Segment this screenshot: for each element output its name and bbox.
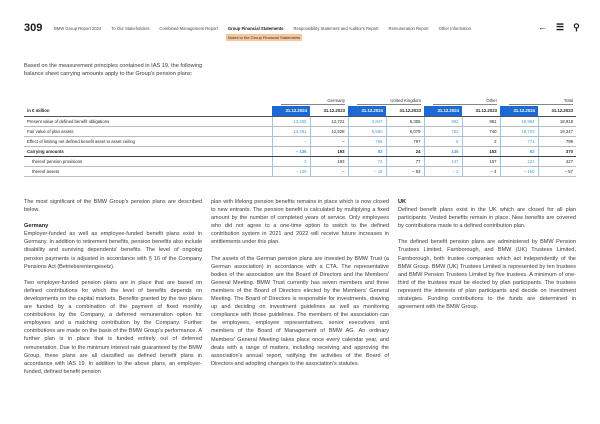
page-number: 309 <box>24 22 43 34</box>
table-row: thereof pension provisions 3 193 72 77 147 157 222 427 <box>24 156 576 166</box>
paragraph: The defined benefit pension plans are administered by BMW Pension Trustees Limited, Farnborough, and BMW (UK) Trustees Limited, Farnborough, both trustee companies which act independently of the BMW Group. BMW (UK) Trustees Limited is represented by ten trustees and BMW Pension Trustees Limited by five trustees. A minimum of one-third of the trustees must be elected by plan participants. The trustees represent the interests of plan participants and decide on investment strategies. Funding contributions to the funds are determined in agreement with the BMW Group. <box>398 239 576 311</box>
date-header: 31.12.2023 <box>462 106 500 116</box>
nav-stakeholders[interactable]: To Our Stakeholders <box>111 26 150 31</box>
nav-responsibility[interactable]: Responsibility Statement and Auditor's Report <box>293 26 379 31</box>
table-row: thereof assets – 139 – – 19 – 53 – 2 – 4 – 160 – 57 <box>24 166 576 176</box>
text-column-1 <box>24 198 202 384</box>
paragraph: Two employer-funded pension plans are in place that are based on defined contributions for which the level of benefits depends on developments on the capital markets. Benefits granted by the two plans are funded by a combination of the payment of fixed monthly contributions by the Company, a deferred remuneration option for employees and a matching contribution by the Company. Further contributions are made on the basis of the BMW Group's performance. A further plan is in place that is funded entirely out of deferred remuneration. Due to the minimum interest rate guaranteed by the BMW Group, these plans are all classified as defined benefit plans in accordance with IAS 19. In addition to the above plans, an employer-funded, defined benefit pension <box>24 279 202 375</box>
date-header: 31.12.2024 <box>348 106 386 116</box>
paragraph: Defined benefit plans exist in the UK which are closed for all plan participants. Vested benefits remain in place. New benefits are covered by contributions made to a defined contribution plan. <box>398 207 576 230</box>
group-other: Other <box>433 98 497 105</box>
search-icon[interactable]: ⚲ <box>573 22 580 32</box>
date-header: 31.12.2023 <box>310 106 348 116</box>
date-header: 31.12.2023 <box>386 106 424 116</box>
group-germany: Germany <box>281 98 345 105</box>
paragraph: The assets of the German pension plans are invested by BMW Trust (a German association) in accordance with a CTA. The representative bodies of the association are the Board of Directors and the Members' General Meeting. BMW Trust currently has seven members and three members of the Board of Directors elected by the Members' General Meeting. The Board of Directors is responsible for investments, drawing up and deciding on investment guidelines as well as monitoring compliance with those guidelines. The members of the association can be employees, employee representatives, senior executives and members of the Board of Management of BMW AG. An ordinary Members' General Meeting takes place once every calendar year, and deals with a range of matters, including receiving and approving the association's annual report, ratifying the activities of the Board of Directors and adopting changes to the association's statutes. <box>211 255 389 367</box>
table-row: Fair value of plan assets 13,391 12,528 5,560 6,079 752 740 19,703 19,347 <box>24 126 576 136</box>
nav-other-info[interactable]: Other Information <box>438 26 472 31</box>
main-nav <box>54 26 471 31</box>
section-heading-germany: Germany <box>24 223 49 230</box>
pension-table <box>24 96 576 177</box>
paragraph: The most significant of the BMW Group's pension plans are described below. <box>24 199 202 214</box>
back-arrow-icon[interactable]: ← <box>538 22 547 32</box>
unit-label: in € million <box>24 106 272 116</box>
nav-management-report[interactable]: Combined Management Report <box>159 26 218 31</box>
paragraph: plan with lifelong pension benefits remains in place which is now closed to new entrants. The pension benefit is calculated by multiplying a fixed amount by the number of completed years of service. Only employees who did not agree to a one-time option to switch to the defined contribution system in 2021 and 2022 will receive future increases in entitlements under this plan. <box>211 199 389 246</box>
menu-icon[interactable]: ☰ <box>556 22 565 32</box>
table-row-total: Carrying amounts – 136 193 53 24 145 153 62 370 <box>24 146 576 156</box>
group-uk: United Kingdom <box>357 98 421 105</box>
subnav-notes[interactable]: Notes to the Group Financial Statements <box>228 35 301 40</box>
date-header: 31.12.2024 <box>424 106 462 116</box>
table-row: Present value of defined benefit obligations 13,255 12,721 4,847 5,306 892 891 18,994 18,918 <box>24 116 576 126</box>
date-header: 31.12.2024 <box>500 106 538 116</box>
table-row: Effect of limiting net defined benefit asset to asset ceiling – – 766 797 5 2 771 799 <box>24 136 576 146</box>
nav-remuneration[interactable]: Remuneration Report <box>388 26 429 31</box>
nav-financial-statements[interactable]: Group Financial Statements <box>227 26 284 31</box>
date-header: 31.12.2024 <box>272 106 310 116</box>
nav-report[interactable]: BMW Group Report 2024 <box>54 26 102 31</box>
top-navigation-bar <box>0 20 600 42</box>
date-header: 31.12.2023 <box>538 106 576 116</box>
text-column-3 <box>398 198 576 319</box>
section-heading-uk: UK <box>398 199 407 205</box>
text-column-2 <box>211 198 389 376</box>
intro-text: Based on the measurement principles contained in IAS 19, the following balance sheet carrying amounts apply to the Group's pension plans: <box>24 63 203 77</box>
group-total: Total <box>509 98 573 105</box>
paragraph: Employer-funded as well as employee-funded benefit plans exist in Germany. In addition to retirement benefits, pension benefits also include disability and surviving dependents' benefits. The level of ongoing pension payments is adjusted in accordance with § 16 of the Company Pensions Act (Betriebsrentengesetz). <box>24 231 202 270</box>
